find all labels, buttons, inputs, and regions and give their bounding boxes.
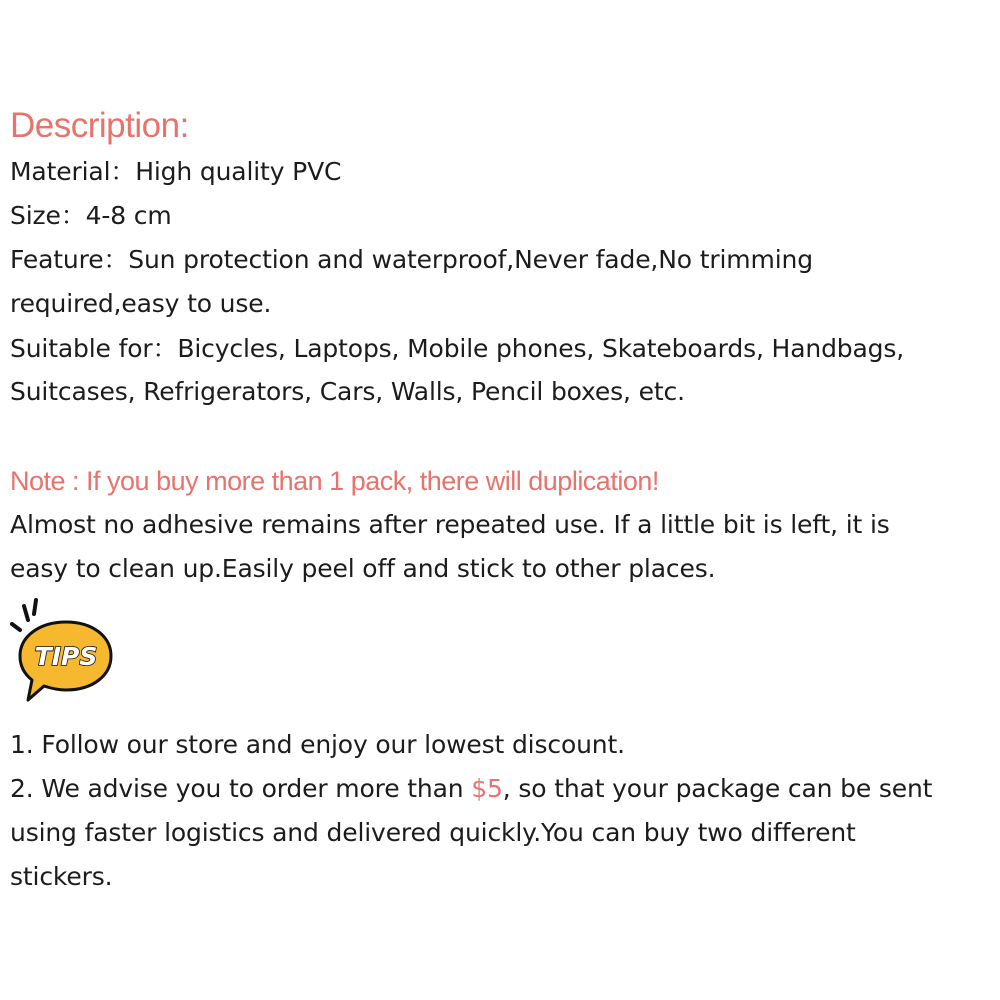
adhesive-line-2: easy to clean up.Easily peel off and stick to other places.	[10, 554, 716, 583]
minimum-order-amount: $5	[471, 774, 503, 803]
suitable-line-1: Suitable for：Bicycles, Laptops, Mobile phones, Skateboards, Handbags,	[10, 334, 905, 363]
feature-line-1: Feature：Sun protection and waterproof,Never fade,No trimming	[10, 245, 813, 274]
tips-speech-bubble-icon	[8, 596, 120, 706]
sparkle-stroke-icon	[24, 606, 28, 620]
description-heading: Description:	[10, 106, 189, 145]
sparkle-stroke-icon	[34, 600, 36, 614]
tip-item-2-line-2: using faster logistics and delivered quickly.You can buy two different	[10, 818, 856, 847]
tip-item-1: 1. Follow our store and enjoy our lowest discount.	[10, 730, 625, 759]
suitable-line-2: Suitcases, Refrigerators, Cars, Walls, Pencil boxes, etc.	[10, 377, 685, 406]
tip-item-2-line-1	[10, 767, 932, 811]
tip-item-2-text: 2. We advise you to order more than	[10, 774, 472, 803]
adhesive-line-1: Almost no adhesive remains after repeated use. If a little bit is left, it is	[10, 510, 890, 539]
tip-item-2-line-3: stickers.	[10, 862, 113, 891]
material-line: Material：High quality PVC	[10, 157, 342, 186]
tips-label: TIPS	[34, 642, 98, 671]
tips-badge	[8, 596, 120, 706]
tip-item-2-text-after: , so that your package can be sent	[502, 774, 933, 803]
feature-line-2: required,easy to use.	[10, 289, 272, 318]
sparkle-stroke-icon	[12, 624, 20, 630]
size-line: Size：4-8 cm	[10, 201, 172, 230]
duplication-note: Note : If you buy more than 1 pack, there will duplication!	[10, 466, 659, 496]
